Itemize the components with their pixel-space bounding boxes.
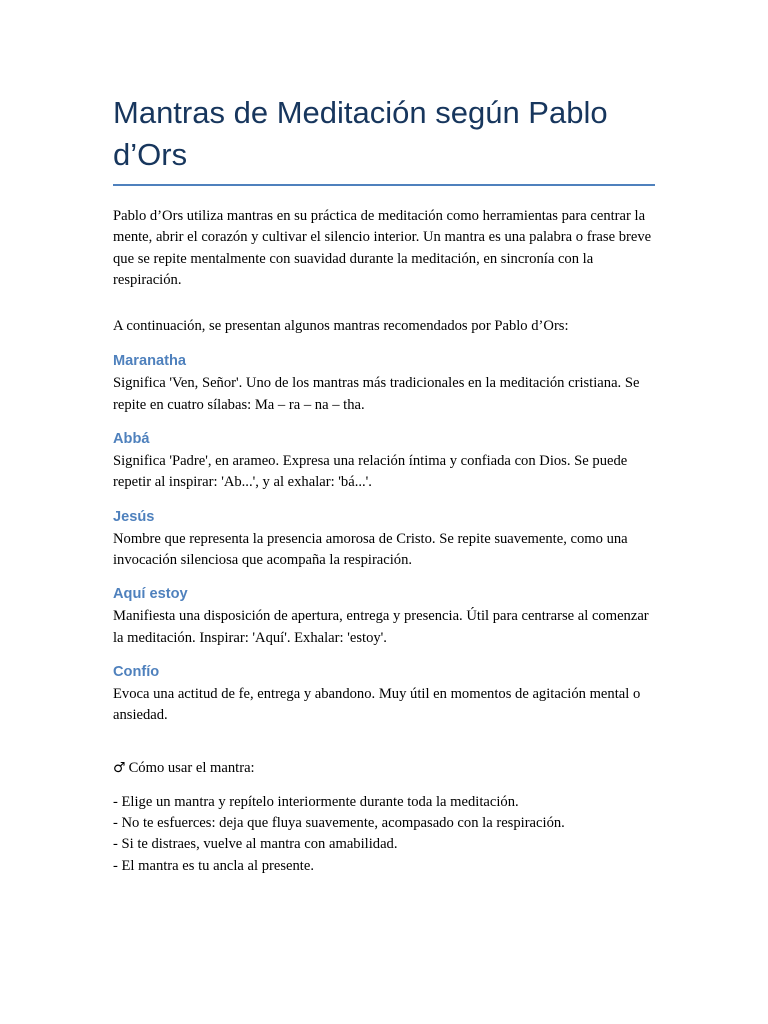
page-title: Mantras de Meditación según Pablo d’Ors — [113, 95, 608, 172]
mantra-heading: Confío — [113, 663, 160, 680]
document-page — [113, 92, 658, 893]
list-item: - No te esfuerces: deja que fluya suavemente, acompasado con la respiración. — [113, 815, 565, 832]
mantra-heading: Aquí estoy — [113, 586, 188, 603]
title-divider — [113, 184, 655, 186]
mantra-heading: Abbá — [113, 431, 150, 448]
mantra-item-aqui-estoy — [113, 584, 658, 649]
howto-list — [113, 792, 658, 877]
mantra-description: Nombre que representa la presencia amorosa de Cristo. Se repite suavemente, como una invocación silenciosa que acompaña la respiración. — [113, 530, 628, 568]
list-item: - Si te distraes, vuelve al mantra con amabilidad. — [113, 836, 398, 853]
mantra-heading: Jesús — [113, 508, 155, 525]
mantra-description: Significa 'Padre', en arameo. Expresa una relación íntima y confiada con Dios. Se puede repetir al inspirar: 'Ab...', y al exhalar: 'bá...'. — [113, 453, 628, 491]
male-sign-icon: ♂ — [113, 760, 126, 777]
mantra-description: Significa 'Ven, Señor'. Uno de los mantras más tradicionales en la meditación cristiana. Se repite en cuatro sílabas: Ma – ra – na – tha. — [113, 375, 640, 413]
howto-title — [113, 758, 658, 779]
mantra-description: Evoca una actitud de fe, entrega y abandono. Muy útil en momentos de agitación mental o ansiedad. — [113, 685, 641, 724]
howto-title-text: Cómo usar el mantra: — [128, 760, 255, 777]
mantra-description: Manifiesta una disposición de apertura, entrega y presencia. Útil para centrarse al comenzar la meditación. Inspirar: 'Aquí'. Exhalar: 'estoy'. — [113, 608, 649, 646]
mantra-heading: Maranatha — [113, 353, 186, 370]
mantra-item-jesus — [113, 507, 658, 572]
mantra-item-maranatha — [113, 351, 658, 416]
list-item: - El mantra es tu ancla al presente. — [113, 857, 314, 874]
mantra-item-confio — [113, 662, 658, 727]
mantra-item-abba — [113, 429, 658, 494]
intro-paragraph: Pablo d’Ors utiliza mantras en su práctica de meditación como herramientas para centrar la mente, abrir el corazón y cultivar el silencio interior. Un mantra es una palabra o frase breve que se repite mentalmente con suavidad durante la meditación, en sincronía con la respiración. — [113, 208, 652, 288]
lead-paragraph: A continuación, se presentan algunos mantras recomendados por Pablo d’Ors: — [113, 318, 569, 335]
list-item: - Elige un mantra y repítelo interiormente durante toda la meditación. — [113, 793, 519, 810]
